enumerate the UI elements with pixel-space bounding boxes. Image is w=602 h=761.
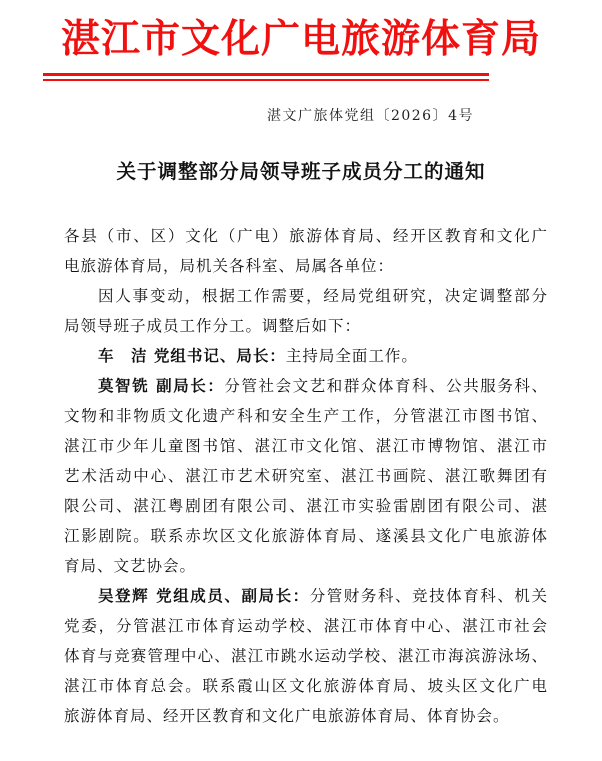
document-number: 湛文广旅体党组〔2026〕4号 — [266, 108, 474, 124]
duty-text: 主持局全面工作。 — [285, 347, 418, 365]
paragraph-line: 湛江市体育总会。联系霞山区文化旅游体育局、坡头区文化广电 — [64, 677, 548, 695]
official-name-role: 车 洁 党组书记、局长： — [98, 346, 286, 365]
document-title: 关于调整部分局领导班子成员分工的通知 — [116, 160, 486, 183]
paragraph-line: 旅游体育局、经开区教育和文化广电旅游体育局、体育协会。 — [64, 707, 510, 725]
paragraph-line: 限公司、湛江粤剧团有限公司、湛江市实验雷剧团有限公司、湛 — [64, 497, 548, 515]
paragraph-line: 体育与竞赛管理中心、湛江市跳水运动学校、湛江市海滨游泳场、 — [64, 647, 548, 665]
paragraph-line: 江影剧院。联系赤坎区文化旅游体育局、遂溪县文化广电旅游体 — [64, 527, 548, 545]
header-rule-thick — [43, 73, 489, 76]
salutation — [64, 221, 548, 281]
paragraph-line: 育局、文艺协会。 — [64, 557, 197, 575]
paragraph-line: 因人事变动，根据工作需要，经局党组研究，决定调整部分 — [98, 287, 548, 305]
document-body — [64, 221, 548, 731]
paragraph-line — [64, 581, 548, 611]
paragraph-line: 艺术活动中心、湛江市艺术研究室、湛江书画院、湛江歌舞团有 — [64, 467, 548, 485]
paragraph-line: 湛江市少年儿童图书馆、湛江市文化馆、湛江市博物馆、湛江市 — [64, 437, 548, 455]
paragraph-line: 局领导班子成员工作分工。调整后如下： — [64, 317, 362, 335]
intro-paragraph — [64, 281, 548, 341]
paragraph-line: 文物和非物质文化遗产科和安全生产工作，分管湛江市图书馆、 — [64, 407, 548, 425]
paragraph-line — [64, 341, 548, 371]
assignment-che-jie — [64, 341, 548, 371]
duty-text: 分管社会文艺和群众体育科、公共服务科、 — [224, 377, 548, 395]
paragraph-line — [64, 371, 548, 401]
salutation-line: 电旅游体育局，局机关各科室、局属各单位： — [64, 257, 395, 275]
assignment-mo-zhixian — [64, 371, 548, 581]
duty-text: 分管财务科、竞技体育科、机关 — [309, 587, 548, 605]
paragraph-line: 党委，分管湛江市体育运动学校、湛江市体育中心、湛江市社会 — [64, 617, 548, 635]
header-rule-thin — [43, 79, 489, 81]
salutation-line: 各县（市、区）文化（广电）旅游体育局、经开区教育和文化广 — [64, 227, 548, 245]
assignment-wu-denghui — [64, 581, 548, 731]
official-name-role: 莫智铣 副局长： — [98, 376, 225, 395]
issuing-organization-header: 湛江市文化广电旅游体育局 — [60, 16, 541, 62]
official-name-role: 吴登辉 党组成员、副局长： — [98, 586, 310, 605]
